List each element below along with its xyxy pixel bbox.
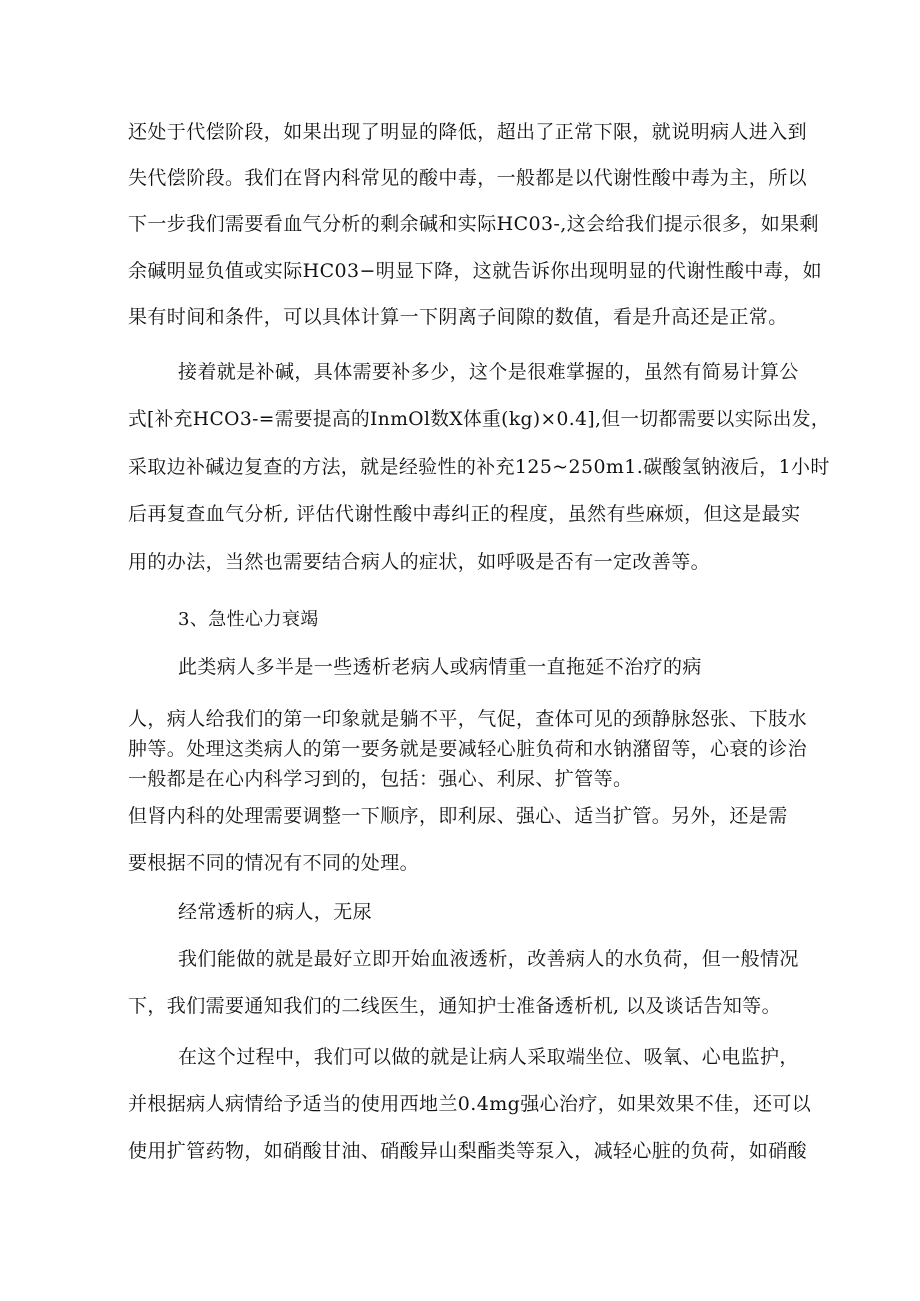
paragraph-6-line-2: 并根据病人病情给予适当的使用西地兰0.4mg强心治疗，如果效果不佳，还可以 xyxy=(128,1093,812,1115)
paragraph-2-line-2: 式[补充HCO3-=需要提高的InmOl数X体重(kg)×0.4],但一切都需要以实际出发， xyxy=(128,408,830,430)
paragraph-3-line-3: 肿等。处理这类病人的第一要务就是要减轻心脏负荷和水钠潴留等，心衰的诊治 xyxy=(128,738,808,760)
paragraph-2-line-4: 后再复查血气分析, 评估代谢性酸中毒纠正的程度，虽然有些麻烦，但这是最实 xyxy=(128,503,801,525)
paragraph-3-line-1: 此类病人多半是一些透析老病人或病情重一直拖延不治疗的病 xyxy=(178,656,702,678)
paragraph-3-line-4: 一般都是在心内科学习到的，包括：强心、利尿、扩管等。 xyxy=(128,768,633,790)
paragraph-4-line-1: 经常透析的病人，无尿 xyxy=(178,901,373,923)
paragraph-1-line-3: 下一步我们需要看血气分析的剩余碱和实际HC03-,这会给我们提示很多，如果剩 xyxy=(128,213,819,235)
paragraph-3-line-2: 人，病人给我们的第一印象就是躺不平，气促，查体可见的颈静脉怒张、下肢水 xyxy=(128,708,808,730)
paragraph-5-line-1: 我们能做的就是最好立即开始血液透析，改善病人的水负荷，但一般情况 xyxy=(178,948,799,970)
paragraph-1-line-5: 果有时间和条件，可以具体计算一下阴离子间隙的数值，看是升高还是正常。 xyxy=(128,306,788,328)
paragraph-5-line-2: 下，我们需要通知我们的二线医生，通知护士准备透析机, 以及谈话告知等。 xyxy=(128,995,782,1017)
paragraph-3-line-5: 但肾内科的处理需要调整一下顺序，即利尿、强心、适当扩管。另外，还是需 xyxy=(128,805,788,827)
paragraph-1-line-2: 失代偿阶段。我们在肾内科常见的酸中毒，一般都是以代谢性酸中毒为主，所以 xyxy=(128,167,808,189)
paragraph-1-line-1: 还处于代偿阶段，如果出现了明显的降低，超出了正常下限，就说明病人进入到 xyxy=(128,121,808,143)
paragraph-3-line-6: 要根据不同的情况有不同的处理。 xyxy=(128,852,420,874)
section-heading: 3、急性心力衰竭 xyxy=(178,609,319,630)
paragraph-6-line-1: 在这个过程中，我们可以做的就是让病人采取端坐位、吸氧、心电监护， xyxy=(178,1046,799,1068)
paragraph-1-line-4: 余碱明显负值或实际HC03−明显下降，这就告诉你出现明显的代谢性酸中毒，如 xyxy=(128,260,823,282)
paragraph-2-line-5: 用的办法，当然也需要结合病人的症状，如呼吸是否有一定改善等。 xyxy=(128,551,711,573)
paragraph-2-line-3: 采取边补碱边复查的方法，就是经验性的补充125~250m1.碳酸氢钠液后，1小时 xyxy=(128,456,830,478)
paragraph-6-line-3: 使用扩管药物，如硝酸甘油、硝酸异山梨酯类等泵入，减轻心脏的负荷，如硝酸 xyxy=(128,1140,808,1162)
paragraph-2-line-1: 接着就是补碱，具体需要补多少，这个是很难掌握的，虽然有简易计算公 xyxy=(178,361,799,383)
